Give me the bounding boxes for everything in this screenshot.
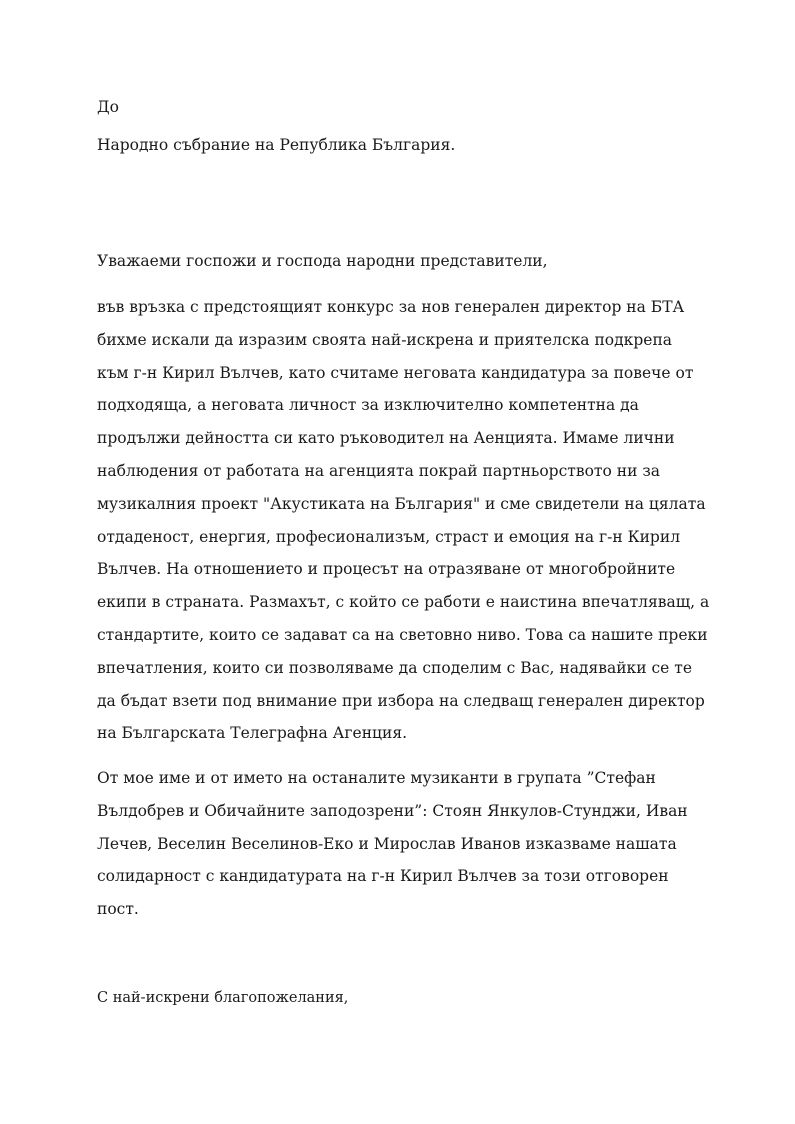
paragraph-1-line: във връзка с предстоящият конкурс за нов генерален директор на БТА xyxy=(97,298,685,316)
paragraph-2-line: солидарност с кандидатурата на г-н Кирил Вълчев за този отговорен xyxy=(97,867,669,886)
paragraph-2-line: Лечев, Веселин Веселинов-Еко и Мирослав Иванов изказваме нашата xyxy=(97,834,677,853)
paragraph-1-line: подходяща, а неговата личност за изключително компетентна да xyxy=(97,396,639,415)
paragraph-1-line: към г-н Кирил Вълчев, като считаме неговата кандидатура за повече от xyxy=(97,363,694,382)
paragraph-2-line: От мое име и от името на останалите музиканти в групата ”Стефан xyxy=(97,769,656,787)
salutation: Уважаеми госпожи и господа народни представители, xyxy=(97,252,548,270)
paragraph-1-line: наблюдения от работата на агенцията покрай партньорството ни за xyxy=(97,462,661,480)
paragraph-2-line: пост. xyxy=(97,900,139,919)
closing: С най-искрени благопожелания, xyxy=(97,990,349,1006)
paragraph-1-line: впечатления, които си позволяваме да споделим с Вас, надявайки се те xyxy=(97,658,693,677)
recipient: Народно събрание на Република България. xyxy=(97,136,456,154)
paragraph-1-line: на Българската Телеграфна Агенция. xyxy=(97,724,408,743)
paragraph-1-line: да бъдат взети под внимание при избора на следващ генерален директор xyxy=(97,691,705,710)
paragraph-2-line: Вълдобрев и Обичайните заподозрени”: Стоян Янкулов-Стунджи, Иван xyxy=(97,801,688,820)
paragraph-1-line: бихме искали да изразим своята най-искрена и приятелска подкрепа xyxy=(97,330,673,349)
paragraph-1-line: отдаденост, енергия, професионализъм, страст и емоция на г-н Кирил xyxy=(97,527,681,546)
paragraph-1-line: музикалния проект "Акустиката на България" и сме свидетели на цялата xyxy=(97,494,706,513)
paragraph-1-line: стандартите, които се задават са на световно ниво. Това са нашите преки xyxy=(97,626,708,644)
paragraph-1-line: продължи дейността си като ръководител на Аенцията. Имаме лични xyxy=(97,429,675,448)
paragraph-1-line: Вълчев. На отношението и процесът на отразяване от многобройните xyxy=(97,560,676,579)
paragraph-1-line: екипи в страната. Размахът, с който се работи е наистина впечатляващ, а xyxy=(97,593,710,612)
to-label: До xyxy=(97,98,119,116)
